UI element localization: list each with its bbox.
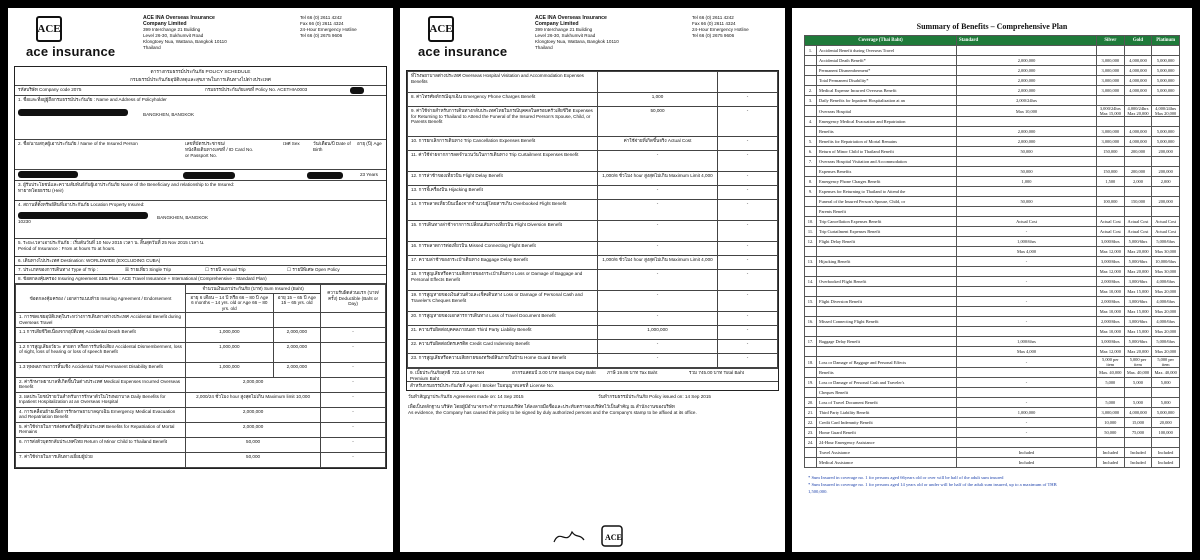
summary-row: Permanent Dismemberment* 2,000,000 3,000,000 4,000,000 5,000,000 bbox=[805, 66, 1180, 76]
summary-row: 14. Overbooked Flight Benefit - 2,000/6hrs 3,000/6hrs 4,000/6hrs bbox=[805, 277, 1180, 287]
coverage-row bbox=[16, 362, 386, 377]
coverage-deductible: - bbox=[321, 422, 386, 437]
coverage-row bbox=[16, 422, 386, 437]
coverage-desc: 2. ค่ารักษาพยาบาลที่เกิดขึ้นในต่างประเทศ Medical Expenses Incurred Overseas Benefit bbox=[16, 377, 186, 392]
benefit-desc: 15. การเดินทางล่าช้าจากการเปลี่ยนเส้นทางเที่ยวบิน Flight Diversion Benefit bbox=[408, 221, 598, 242]
benefit-desc: 11. ค่าใช้จ่ายจากการลดจำนวนวันในการเดินทาง Trip Curtailment Expenses Benefit bbox=[408, 151, 598, 172]
summary-title: Summary of Benefits – Comprehensive Plan bbox=[916, 22, 1068, 31]
coverage-sum-child: 1,000,000 bbox=[186, 342, 274, 362]
company-contacts: Tel 66 (0) 2611 4242 Fax 66 (0) 2611 4324 24-Hour Emergency Hotline Tel 66 (0) 2675 9606 bbox=[300, 15, 357, 38]
coverage-deductible: - bbox=[321, 362, 386, 377]
trip-type-row: 7. ประเภทของการเดินทาง Type of Trip : ☒ รายเที่ยว Single Trip ☐ รายปี Annual Trip ☐ รายปีพิเศษ Open Policy bbox=[15, 266, 386, 275]
summary-row: Travel Assistance Included Included Included Included bbox=[805, 448, 1180, 458]
letterhead bbox=[400, 8, 785, 66]
benefit-sum: - bbox=[598, 354, 718, 368]
coverage-desc: 1. การชดเชยอุบัติเหตุในระหว่างการเดินทางต่างประเทศ Accidental Benefit during Overseas Travel bbox=[16, 313, 186, 327]
coverage-deductible bbox=[321, 313, 386, 327]
summary-row: Max 10,000 Max 15,000 Max 20,000 bbox=[805, 287, 1180, 297]
summary-row: 3. Daily Benefits for Inpatient Hospitalization at an 2,000/24hrs bbox=[805, 96, 1180, 106]
annual-trip-checkbox: ☐ รายปี Annual Trip bbox=[205, 267, 246, 272]
benefit-sum: 1,000/6 ชั่วโมง hour สูงสุดไม่เกิน Maximum Limit 4,000 bbox=[598, 256, 718, 270]
benefit-desc: ที่โรงพยาบาลต่างประเทศ Overseas Hospital Visitation and Accommodation Expenses Benefits bbox=[408, 72, 598, 93]
redaction bbox=[307, 172, 343, 179]
destination-row: 6. เดินทางไปประเทศ Destination: WORLDWIDE (EXCLUDING CUBA) bbox=[15, 257, 386, 266]
coverage-sum-adult bbox=[273, 313, 321, 327]
benefit-deductible bbox=[718, 72, 778, 93]
benefit-desc: 17. ความล่าช้าของกระเป๋าเดินทาง Baggage Delay Benefit bbox=[408, 256, 598, 270]
coverage-sum-child: 1,000,000 bbox=[186, 362, 274, 377]
summary-row: Total Permanent Disability* 2,000,000 3,000,000 4,000,000 5,000,000 bbox=[805, 76, 1180, 86]
benefit-row bbox=[408, 151, 778, 172]
benefit-deductible: - bbox=[718, 326, 778, 340]
signature-icon bbox=[550, 524, 640, 548]
benefit-row bbox=[408, 137, 778, 151]
benefit-row bbox=[408, 270, 778, 291]
summary-row: 9. Expenses for Returning to Thailand to Attend the bbox=[805, 187, 1180, 197]
benefit-deductible: - bbox=[718, 312, 778, 326]
summary-row: 6. Return of Minor Child to Thailand Benefit 50,000 150,000 200,000 200,000 bbox=[805, 147, 1180, 157]
summary-row: 8. Emergency Phone Charges Benefit 1,000 1,500 2,000 2,000 bbox=[805, 177, 1180, 187]
benefit-deductible: - bbox=[718, 221, 778, 242]
insuring-agreement-row: 8. ข้อตกลงคุ้มครอง Insuring Agreement แผน Plan : ACE Travel Insurance + International (Comprehensive - Standard Plan) bbox=[15, 275, 386, 284]
coverage-row bbox=[16, 313, 386, 327]
benefit-row bbox=[408, 93, 778, 107]
summary-row: Max 12,000 Max 20,000 Max 30,000 bbox=[805, 267, 1180, 277]
benefit-row bbox=[408, 354, 778, 368]
summary-row: 12. Flight Delay Benefit 1,000/6hrs 3,000/6hrs 5,000/6hrs 5,000/6hrs bbox=[805, 237, 1180, 247]
summary-row: 18. Loss or Damage of Baggage and Personal Effects - 5,000 per item 5,000 per item 5,000 per item bbox=[805, 357, 1180, 368]
summary-row: 13. Hijacking Benefit - 3,000/6hrs 5,000/6hrs 10,000/6hrs bbox=[805, 257, 1180, 267]
benefit-deductible: - bbox=[718, 186, 778, 200]
benefits-box bbox=[406, 70, 779, 391]
benefit-row bbox=[408, 256, 778, 270]
benefit-deductible: - bbox=[718, 172, 778, 186]
summary-row: 20. Loss of Travel Document Benefit - 5,000 5,000 5,000 bbox=[805, 398, 1180, 408]
summary-table bbox=[804, 35, 1180, 468]
benefit-sum: - bbox=[598, 200, 718, 221]
benefit-sum: - bbox=[598, 242, 718, 256]
coverage-desc: 7. ค่าใช้จ่ายในการเดินทางเยี่ยมผู้ป่วย bbox=[16, 452, 186, 467]
benefit-desc: 9. ค่าใช้จ่ายสำหรับการเดินทางกลับประเทศไทยในกรณีบุคคลในครอบครัวเสียชีวิต Expenses for Returning to Thailand to Attend the Funeral of the Insured Person's Spouse, Child, or Parents Benefit bbox=[408, 107, 598, 137]
ace-logo-icon: ACE bbox=[428, 16, 454, 42]
summary-row: 17. Baggage Delay Benefit 1,000/6hrs 3,000/6hrs 5,000/6hrs 5,000/6hrs bbox=[805, 337, 1180, 347]
summary-row: Cheques Benefit bbox=[805, 388, 1180, 398]
summary-row: 21. Third Party Liability Benefit 1,000,000 3,000,000 4,000,000 5,000,000 bbox=[805, 408, 1180, 418]
schedule-box bbox=[14, 66, 387, 469]
agent-row: สำหรับกรมธรรม์ประกันภัยที่ Agent / Broker ใบอนุญาตเลขที่ License No. bbox=[410, 383, 554, 388]
brand-name: ace insurance bbox=[26, 44, 116, 59]
coverage-row bbox=[16, 452, 386, 467]
benefit-row bbox=[408, 72, 778, 93]
period-row: 5. ระยะเวลาเอาประกันภัย : เริ่มต้นวันที่ 10 Nov 2015 เวลา น. สิ้นสุดวันที่ 25 Nov 2015 เวลา น. Period of Insurance : From at hours To at hours. bbox=[15, 239, 386, 257]
witness-text: เพื่อเป็นหลักฐาน บริษัท โดยผู้มีอำนาจกระทำการแทนบริษัท ได้ลงลายมือชื่อและประทับตราของบริษัทไว้เป็นสำคัญ ณ สำนักงานของบริษัท As evidence, the Company has caused this policy to be signed by duly authorized persons and the Company's stamp to be affixed at its office. bbox=[408, 404, 697, 415]
summary-row: Benefits Max. 40,000 Max. 40,000 Max. 40,000 bbox=[805, 368, 1180, 378]
redaction bbox=[18, 109, 128, 116]
benefit-deductible: - bbox=[718, 354, 778, 368]
summary-row: 10. Trip Cancellation Expenses Benefit Actual Cost Actual Cost Actual Cost Actual Cost bbox=[805, 217, 1180, 227]
benefit-desc: 23. การสูญเสียหรือความเสียหายของทรัพย์สินภายในบ้าน Home Guard Benefit bbox=[408, 354, 598, 368]
svg-text:ACE: ACE bbox=[605, 533, 622, 542]
summary-row: Expenses Benefits 50,000 150,000 200,000 200,000 bbox=[805, 167, 1180, 177]
benefit-sum: 50,000 bbox=[598, 107, 718, 137]
summary-row: Max 4,000 Max 12,000 Max 20,000 Max 30,000 bbox=[805, 247, 1180, 257]
summary-row: Accidental Death Benefit* 2,000,000 3,000,000 4,000,000 5,000,000 bbox=[805, 56, 1180, 66]
coverage-row bbox=[16, 407, 386, 422]
summary-row: 22. Credit Card Indemnity Benefit - 10,000 15,000 20,000 bbox=[805, 418, 1180, 428]
benefit-sum: 1,000 bbox=[598, 93, 718, 107]
coverage-sum: 50,000 bbox=[186, 452, 321, 467]
benefit-sum: - bbox=[598, 151, 718, 172]
benefit-sum: - bbox=[598, 340, 718, 354]
benefit-deductible: - bbox=[718, 291, 778, 312]
coverage-sum-child: 1,000,000 bbox=[186, 327, 274, 342]
benefit-desc: 12. การล่าช้าของเที่ยวบิน Flight Delay Benefit bbox=[408, 172, 598, 186]
summary-row: Benefits 2,000,000 3,000,000 4,000,000 5,000,000 bbox=[805, 127, 1180, 137]
summary-row: 1. Accidental Benefit during Overseas Travel bbox=[805, 46, 1180, 56]
schedule-title: ตารางกรมธรรม์ประกันภัย POLICY SCHEDULE กรมธรรม์ประกันภัยอุบัติเหตุและสุขภาพในการเดินทางไปต่างประเทศ bbox=[15, 67, 386, 86]
benefit-desc: 13. การจี้เครื่องบิน Hijacking Benefit bbox=[408, 186, 598, 200]
coverage-deductible: - bbox=[321, 437, 386, 452]
coverage-row bbox=[16, 342, 386, 362]
benefit-deductible: - bbox=[718, 242, 778, 256]
summary-row: 5. Benefits for Repatriation of Mortal Remains 2,000,000 3,000,000 4,000,000 5,000,000 bbox=[805, 137, 1180, 147]
coverage-deductible: - bbox=[321, 392, 386, 407]
coverage-sum: 2,000/24 ชั่วโมง hour สูงสุดไม่เกิน Maximum limit 10,000 bbox=[186, 392, 321, 407]
benefit-sum: ค่าใช้จ่ายที่เกิดขึ้นจริง Actual Cost bbox=[598, 137, 718, 151]
policyholder-row: 1. ชื่อและที่อยู่ผู้ถือกรมธรรม์ประกันภัย : Name and Address of Policyholder BANGKHEN, BANGKOK bbox=[15, 96, 386, 140]
benefit-deductible: - bbox=[718, 151, 778, 172]
benefit-row bbox=[408, 312, 778, 326]
summary-header: Coverage (Thai Baht) Standard Silver Gold Platinum bbox=[805, 36, 1180, 46]
benefit-desc: 19. การสูญหายของเงินส่วนตัวและเช็คเดินทาง Loss or Damage of Personal Cash and Traveler's Cheques Benefit bbox=[408, 291, 598, 312]
redaction bbox=[183, 172, 235, 179]
benefit-deductible: - bbox=[718, 93, 778, 107]
benefit-desc: 16. การพลาดการต่อเที่ยวบิน Missed Connecting Flight Benefit bbox=[408, 242, 598, 256]
benefit-row bbox=[408, 291, 778, 312]
summary-row: 24. 24-Hour Emergency Assistance bbox=[805, 438, 1180, 448]
policy-schedule-page bbox=[8, 8, 393, 552]
brand-name: ace insurance bbox=[418, 44, 508, 59]
location-row: 4. สถานที่ตั้งทรัพย์สินที่เอาประกันภัย Location Property Insured: BANGKHEN, BANGKOK 10230 bbox=[15, 201, 386, 239]
benefit-deductible: - bbox=[718, 137, 778, 151]
policy-schedule-page-2 bbox=[400, 8, 785, 552]
summary-row: Max 10,000 Max 15,000 Max 20,000 bbox=[805, 307, 1180, 317]
benefit-sum: - bbox=[598, 221, 718, 242]
ace-logo-icon: ACE bbox=[36, 16, 62, 42]
benefit-desc: 20. การสูญหายของเอกสารการเดินทาง Loss of Travel Document Benefit bbox=[408, 312, 598, 326]
coverage-desc: 4. การเคลื่อนย้ายเพื่อการรักษาพยาบาลฉุกเฉิน Emergency Medical Evacuation and Repatriation Benefit bbox=[16, 407, 186, 422]
benefit-row bbox=[408, 200, 778, 221]
coverage-sum-adult: 2,000,000 bbox=[273, 342, 321, 362]
benefit-deductible: - bbox=[718, 270, 778, 291]
coverage-sum-child bbox=[186, 313, 274, 327]
summary-row: Funeral of the Insured Person's Spouse, Child, or 50,000 100,000 150,000 200,000 bbox=[805, 197, 1180, 207]
letterhead bbox=[8, 8, 393, 66]
benefit-row bbox=[408, 340, 778, 354]
benefit-row bbox=[408, 242, 778, 256]
coverage-deductible: - bbox=[321, 452, 386, 467]
benefit-row bbox=[408, 221, 778, 242]
open-policy-checkbox: ☐ รายปีพิเศษ Open Policy bbox=[287, 267, 340, 272]
summary-row: 15. Flight Diversion Benefit - 2,000/6hrs 3,000/6hrs 4,000/6hrs bbox=[805, 297, 1180, 307]
coverage-deductible: - bbox=[321, 377, 386, 392]
coverage-row bbox=[16, 437, 386, 452]
benefit-desc: 22. ความรับผิดต่อบัตรเครดิต Credit Card Indemnity Benefit bbox=[408, 340, 598, 354]
coverage-sum-adult: 2,000,000 bbox=[273, 327, 321, 342]
summary-row: 11. Trip Curtailment Expenses Benefit - Actual Cost Actual Cost Actual Cost bbox=[805, 227, 1180, 237]
coverage-desc: 3. ผลประโยชน์รายวันสำหรับการรักษาตัวในโรงพยาบาล Daily Benefits for Inpatient Hospitalization at an Overseas Hospital bbox=[16, 392, 186, 407]
summary-row: 19. Loss or Damage of Personal Cash and Traveler's - 5,000 5,000 5,000 bbox=[805, 378, 1180, 388]
benefit-deductible: - bbox=[718, 340, 778, 354]
summary-row: 23. Home Guard Benefit - 50,000 75,000 100,000 bbox=[805, 428, 1180, 438]
benefit-desc: 8. ค่าโทรศัพท์กรณีฉุกเฉิน Emergency Phone Charges Benefit bbox=[408, 93, 598, 107]
benefit-desc: 21. ความรับผิดต่อบุคคลภายนอก Third Party Liability Benefit bbox=[408, 326, 598, 340]
benefit-deductible: - bbox=[718, 256, 778, 270]
summary-row: 4. Emergency Medical Evacuation and Repatriation bbox=[805, 117, 1180, 127]
summary-row: Max 4,000 Max 12,000 Max 20,000 Max 20,000 bbox=[805, 347, 1180, 357]
policy-ids: รหัสบริษัท Company code 2075 กรมธรรม์ประกันภัยเลขที่ Policy No. ACETHIA0003 bbox=[15, 86, 386, 96]
summary-of-benefits-page bbox=[792, 8, 1192, 552]
coverage-sum: 2,000,000 bbox=[186, 377, 321, 392]
coverage-row bbox=[16, 377, 386, 392]
dates-row: วันทำสัญญาประกันภัย Agreement made on: 14 Sep 2015 วันทำกรมธรรม์ประกันภัย Policy issued on: 14 Sep 2015 bbox=[408, 394, 711, 399]
coverage-deductible: - bbox=[321, 327, 386, 342]
summary-row: Parents Benefit bbox=[805, 207, 1180, 217]
coverage-row bbox=[16, 327, 386, 342]
coverage-sum-adult: 2,000,000 bbox=[273, 362, 321, 377]
benefit-desc: 18. การสูญเสียหรือความเสียหายของกระเป๋าเดินทาง Loss or Damage of Baggage and Personal Effects Benefit bbox=[408, 270, 598, 291]
benefit-sum: - bbox=[598, 312, 718, 326]
coverage-desc: 6. การส่งตัวบุตรกลับประเทศไทย Return of Minor Child to Thailand Benefit bbox=[16, 437, 186, 452]
summary-row: 7. Overseas Hospital Visitation and Accommodation bbox=[805, 157, 1180, 167]
company-address: ACE INA Overseas Insurance Company Limited 399 Interchange 21 Building Level 26-30, Sukhumvit Road Klongtoey Nua, Wattana, Bangkok 10110 Thailand bbox=[535, 15, 619, 50]
benefit-row bbox=[408, 326, 778, 340]
summary-row: Max 10,000 Max 15,000 Max 20,000 bbox=[805, 327, 1180, 337]
premium-row: 9. เบี้ยประกันภัยสุทธิ 722.14 บาท Net Premium Baht อากรแสตมป์ 3.00 บาท Stamps Duty Baht ภาษี 19.86 บาท Tax Baht รวม 745.00 บาท Total Baht bbox=[407, 368, 778, 382]
summary-row: 16. Missed Connecting Flight Benefit - 2,000/6hrs 3,000/6hrs 4,000/6hrs bbox=[805, 317, 1180, 327]
benefit-sum: 1,000/6 ชั่วโมง hour สูงสุดไม่เกิน Maximum Limit 4,000 bbox=[598, 172, 718, 186]
company-contacts: Tel 66 (0) 2611 4242 Fax 66 (0) 2611 4324 24-Hour Emergency Hotline Tel 66 (0) 2675 9606 bbox=[692, 15, 749, 38]
coverage-row bbox=[16, 392, 386, 407]
summary-row: Overseas Hospital Max 10,000 3,000/24hrs Max 15,000 4,000/24hrs Max 20,000 4,000/24hrs Max 20,000 bbox=[805, 106, 1180, 117]
summary-row: Medical Assistance Included Included Included Included bbox=[805, 458, 1180, 468]
redaction bbox=[350, 87, 364, 94]
footnotes: * Sum Insured in coverage no. 1 for persons aged 66years old or over will be half of the adult sum insured * Sum Insured in coverage no. 1 for persons aged 14 years old or under will be half of the adult sum insured, up to a maximum of THB 1,500,000. bbox=[808, 475, 1057, 494]
benefit-row bbox=[408, 107, 778, 137]
redaction bbox=[18, 212, 148, 219]
benefit-sum: 1,000,000 bbox=[598, 326, 718, 340]
benefit-desc: 14. การพลาดเที่ยวบินเนื่องจากจำนวนผู้โดยสารเกิน Overbooked Flight Benefit bbox=[408, 200, 598, 221]
benefit-row bbox=[408, 186, 778, 200]
coverage-desc: 1.1 การเสียชีวิตเนื่องจากอุบัติเหตุ Accidental Death Benefit bbox=[16, 327, 186, 342]
insured-values: 23 Years bbox=[15, 170, 386, 181]
coverage-deductible: - bbox=[321, 342, 386, 362]
company-address: ACE INA Overseas Insurance Company Limited 399 Interchange 21 Building Level 26-30, Sukhumvit Road Klongtoey Nua, Wattana, Bangkok 10110 Thailand bbox=[143, 15, 227, 50]
benefit-sum: - bbox=[598, 270, 718, 291]
single-trip-checkbox: ☒ รายเที่ยว Single Trip bbox=[125, 267, 171, 272]
coverage-header: ข้อตกลงคุ้มครอง / เอกสารแนบท้าย Insuring Agreement / Endorsement จำนวนเงินเอาประกันภัย (บาท) Sum Insured (Baht) ความรับผิดส่วนแรก (บาท/ครั้ง) Deductible (Baht or Day) bbox=[16, 285, 386, 294]
redaction bbox=[18, 171, 78, 178]
benefit-deductible: - bbox=[718, 200, 778, 221]
insured-person-row: 2. ชื่อ/นามสกุลผู้เอาประกันภัย / Name of the Insured Person เลขที่บัตรประชาชน/ หนังสือเดินทางเลขที่ / ID Card No. or Passport No. เพศ Sex วัน/เดือน/ปี Date of Birth อายุ (ปี) Age bbox=[15, 140, 386, 170]
benefit-deductible: - bbox=[718, 107, 778, 137]
beneficiary-row: 3. ผู้รับประโยชน์และความสัมพันธ์กับผู้เอาประกันภัย Name of the Beneficiary and relationship to the Insured: ทายาทโดยธรรม (Heir) bbox=[15, 181, 386, 201]
benefit-row bbox=[408, 172, 778, 186]
benefit-desc: 10. การยกเลิกการเดินทาง Trip Cancellation Expenses Benefit bbox=[408, 137, 598, 151]
coverage-desc: 1.2 การสูญเสียอวัยวะ สายตา หรือการรับฟังเสียง Accidental Dismemberment, loss of sight, loss of hearing or loss of speech Benefit bbox=[16, 342, 186, 362]
coverage-sum: 2,000,000 bbox=[186, 407, 321, 422]
coverage-sum: 2,000,000 bbox=[186, 422, 321, 437]
benefits-table bbox=[407, 71, 778, 368]
coverage-table: ข้อตกลงคุ้มครอง / เอกสารแนบท้าย Insuring Agreement / Endorsement จำนวนเงินเอาประกันภัย (บาท) Sum Insured (Baht) ความรับผิดส่วนแรก (บาท/ครั้ง) Deductible (Baht or Day) อายุ 6 เดือน – 14 ปี หรือ 66 – 80 ปี Age 6 months – 14 yrs. old or Age 66 – 80 yrs. old อายุ 15 – 65 ปี Age 15 – 65 yrs. old 1. การชดเชยอุบัติเหตุในระหว่างการเดินทางต่างประเทศ Accidental Benefit during Overseas Travel 1.1 การเสียชีวิตเนื่องจากอุบัติเหตุ Accidental Death Benefit 1,000,000 2,000,000 - 1.2 การสูญเสียอวัยวะ สายตา หรือการรับฟังเสียง Accidental Dismemberment, loss of sight, loss of hearing or loss of speech Benefit 1,000,000 2,000,000 - 1.3 ทุพพลภาพถาวรสิ้นเชิง Accidental Total Permanent Disability Benefit 1,000,000 2,000,000 - 2. ค่ารักษาพยาบาลที่เกิดขึ้นในต่างประเทศ Medical Expenses Incurred Overseas Benefit 2,000,000 - 3. ผลประโยชน์รายวันสำหรับการรักษาตัวในโรงพยาบาล Daily Benefits for Inpatient Hospitalization at an Overseas Hospital 2,000/24 ชั่วโมง hour สูงสุดไม่เกิน Maximum limit 10,000 - 4. การเคลื่อนย้ายเพื่อการรักษาพยาบาลฉุกเฉิน Emergency Medical Evacuation and Repatriation Benefit 2,000,000 - 5. ค่าใช้จ่ายในการส่งศพหรืออัฐิกลับประเทศ Benefits for Repatriation of Mortal Remains 2,000,000 - 6. การส่งตัวบุตรกลับประเทศไทย Return of Minor Child to Thailand Benefit 50,000 - 7. ค่าใช้จ่ายในการเดินทางเยี่ยมผู้ป่วย 50,000 - bbox=[15, 284, 386, 468]
coverage-sum: 50,000 bbox=[186, 437, 321, 452]
benefit-sum: - bbox=[598, 186, 718, 200]
summary-row: 2. Medical Expense Incurred Overseas Benefit 2,000,000 3,000,000 4,000,000 5,000,000 bbox=[805, 86, 1180, 96]
coverage-deductible: - bbox=[321, 407, 386, 422]
coverage-desc: 5. ค่าใช้จ่ายในการส่งศพหรืออัฐิกลับประเทศ Benefits for Repatriation of Mortal Remains bbox=[16, 422, 186, 437]
benefit-sum: - bbox=[598, 291, 718, 312]
benefit-sum bbox=[598, 72, 718, 93]
coverage-desc: 1.3 ทุพพลภาพถาวรสิ้นเชิง Accidental Total Permanent Disability Benefit bbox=[16, 362, 186, 377]
